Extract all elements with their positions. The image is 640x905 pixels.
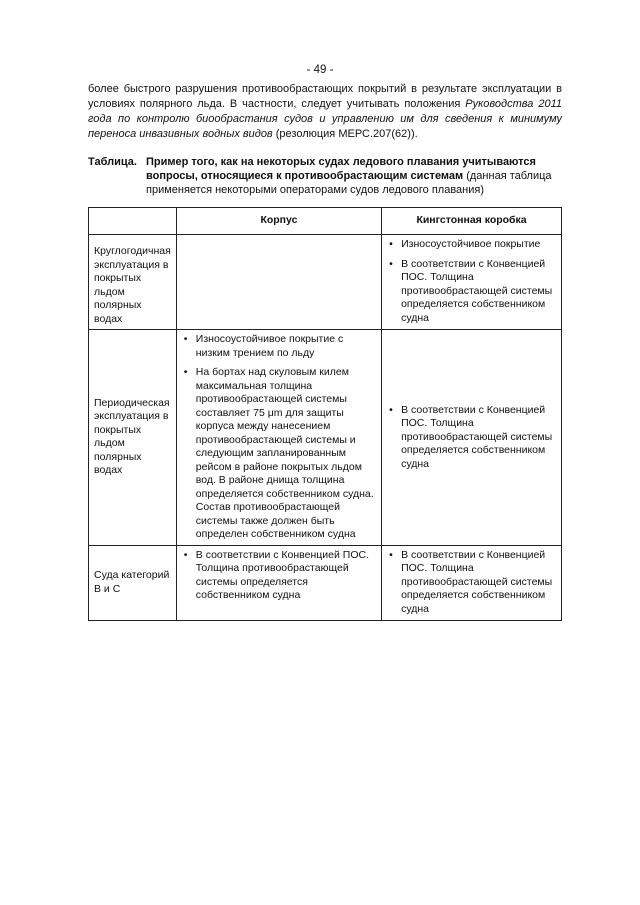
sea-chest-cell: [382, 235, 562, 330]
caption-bold: Пример того, как на некоторых судах ледового плавания учитываются вопросы, относящиеся к противообрастающим системам: [146, 156, 536, 182]
header-sea-chest: Кингстонная коробка: [382, 208, 562, 235]
table-row: [89, 545, 562, 620]
row-label: Круглогодичная эксплуатация в покрытых льдом полярных водах: [89, 235, 177, 330]
row-label: Суда категорий B и C: [89, 545, 177, 620]
intro-italic-reference: Руководства 2011 года по контролю биообрастания судов и управлению им для сведения к минимуму переноса инвазивных водных видов: [88, 98, 562, 140]
table-row: [89, 330, 562, 546]
table-caption: [88, 155, 562, 197]
bullet-item: • В соответствии с Конвенцией ПОС. Толщина противообрастающей системы определяется собственником судна: [387, 258, 556, 326]
antifouling-table: [88, 207, 562, 621]
hull-cell: [176, 235, 381, 330]
page-number: - 49 -: [306, 64, 334, 76]
caption-normal: (данная таблица применяется некоторыми операторами судов ледового плавания): [146, 170, 552, 196]
bullet-item: • Износоустойчивое покрытие с низким трением по льду: [182, 333, 376, 360]
header-hull: Корпус: [176, 208, 381, 235]
bullet-item: • В соответствии с Конвенцией ПОС. Толщина противообрастающей системы определяется собственником судна: [182, 549, 376, 603]
row-label: Периодическая эксплуатация в покрытых льдом полярных водах: [89, 330, 177, 546]
bullet-item: • В соответствии с Конвенцией ПОС. Толщина противообрастающей системы определяется собственником судна: [387, 549, 556, 617]
intro-paragraph: [88, 82, 562, 142]
intro-text-1: более быстрого разрушения противообрастающих покрытий в результате эксплуатации в условиях полярного льда. В частности, следует учитывать положения: [88, 83, 562, 110]
sea-chest-cell: [382, 545, 562, 620]
hull-cell: [176, 330, 381, 546]
sea-chest-cell: [382, 330, 562, 546]
intro-text-2: (резолюция МЕРС.207(62)).: [272, 128, 418, 140]
hull-cell: [176, 545, 381, 620]
caption-label: Таблица.: [88, 156, 137, 168]
bullet-item: • В соответствии с Конвенцией ПОС. Толщина противообрастающей системы определяется собственником судна: [387, 404, 556, 472]
bullet-item: • Износоустойчивое покрытие: [387, 238, 556, 252]
table-row: [89, 235, 562, 330]
header-empty: [89, 208, 177, 235]
table-header-row: [89, 208, 562, 235]
bullet-item: • На бортах над скуловым килем максимальная толщина противообрастающей системы составляет 75 μm для защиты корпуса между нанесением противообрастающей системы и следующим запланированным рейсом в районе покрытых льдом вод. В районе днища толщина определяется собственником судна. Состав противообрастающей системы также должен быть определен собственником судна: [182, 366, 376, 542]
